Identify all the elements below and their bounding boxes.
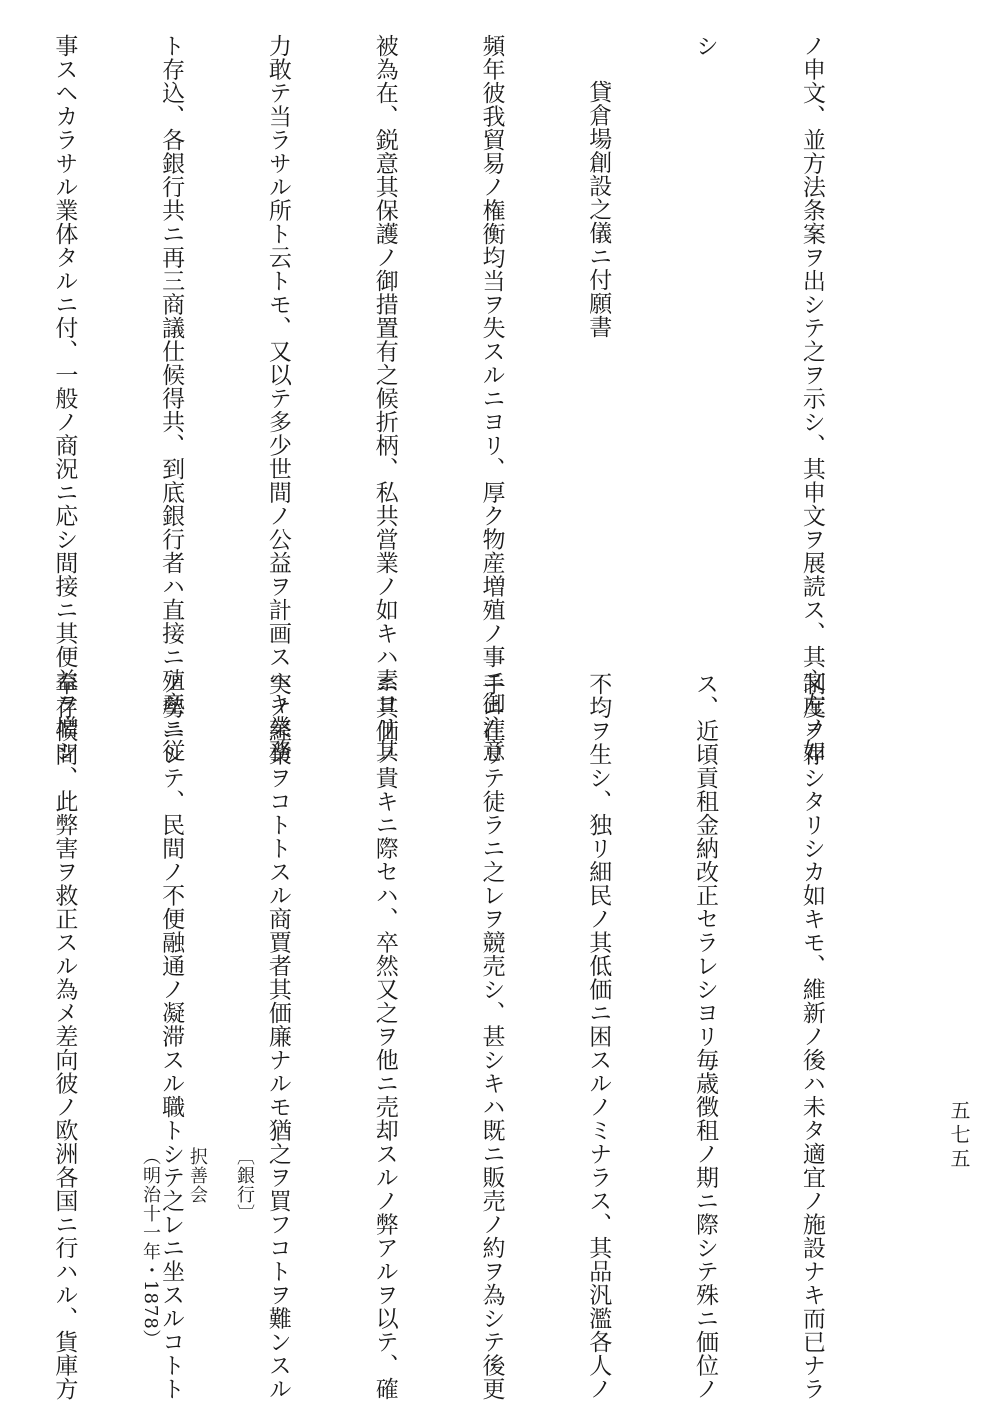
text-column: ノ勢ニシテ、民間ノ不便融通ノ凝滞スル職トシテ之レニ坐スルコトト [158, 672, 185, 1401]
text-column: ニ其価ノ貴キニ際セハ、卒然又之ヲ他ニ売却スルノ弊アルヲ以テ、確 [371, 672, 398, 1401]
text-column: 手ニ在リテ徒ラニ之レヲ競売シ、甚シキハ既ニ販売ノ約ヲ為シテ後更 [478, 672, 505, 1401]
text-column: 不均ヲ生シ、独リ細民ノ其低価ニ困スルノミナラス、其品汎濫各人ノ [585, 672, 612, 1401]
text-column: ト存込、各銀行共ニ再三商議仕候得共、到底銀行者ハ直接ニ殖産ニ従 [158, 34, 185, 763]
text-column: 事スヘカラサル業体タルニ付、一般ノ商況ニ応シ間接ニ其便益ヲ増シ [51, 34, 78, 763]
upper-text-block [0, 34, 900, 763]
text-column: ス、近頃貢租金納改正セラレシヨリ毎歳徴租ノ期ニ際シテ殊ニ価位ノ [692, 672, 719, 1401]
text-column: ノ申文、並方法条案ヲ出シテ之ヲ示シ、其申文ヲ展読ス、其文左ノ如 [798, 34, 825, 763]
text-column: 実ノ経業ヲコトトスル商賈者其価廉ナルモ猶之ヲ買フコトヲ難ンスル [264, 672, 291, 1401]
text-column: 頻年彼我貿易ノ権衡均当ヲ失スルニヨリ、厚ク物産増殖ノ事ニ御注意 [478, 34, 505, 763]
running-head [116, 1120, 278, 1349]
section-heading: 貸倉場創設之儀ニ付願書 [585, 80, 612, 339]
text-column: 制度ヲ存シタリシカ如キモ、維新ノ後ハ未タ適宜ノ施設ナキ而已ナラ [798, 672, 825, 1401]
text-column: 奉存候間、此弊害ヲ救正スル為メ差向彼ノ欧洲各国ニ行ハル、貨庫方 [51, 672, 78, 1401]
running-head-author: 択善会 [187, 1146, 208, 1204]
page-number: 五七五 [947, 1100, 971, 1172]
text-column: 被為在、鋭意其保護ノ御措置有之候折柄、私共営業ノ如キハ素ヨリ其 [371, 34, 398, 763]
running-head-period: （明治十一年・1878） [140, 1146, 161, 1349]
text-column: シ [692, 34, 719, 58]
text-column: 力敢テ当ラサル所ト云トモ、又以テ多少世間ノ公益ヲ計画スヘキ業務 [264, 34, 291, 763]
running-head-section: 〔銀行〕 [234, 1146, 255, 1223]
